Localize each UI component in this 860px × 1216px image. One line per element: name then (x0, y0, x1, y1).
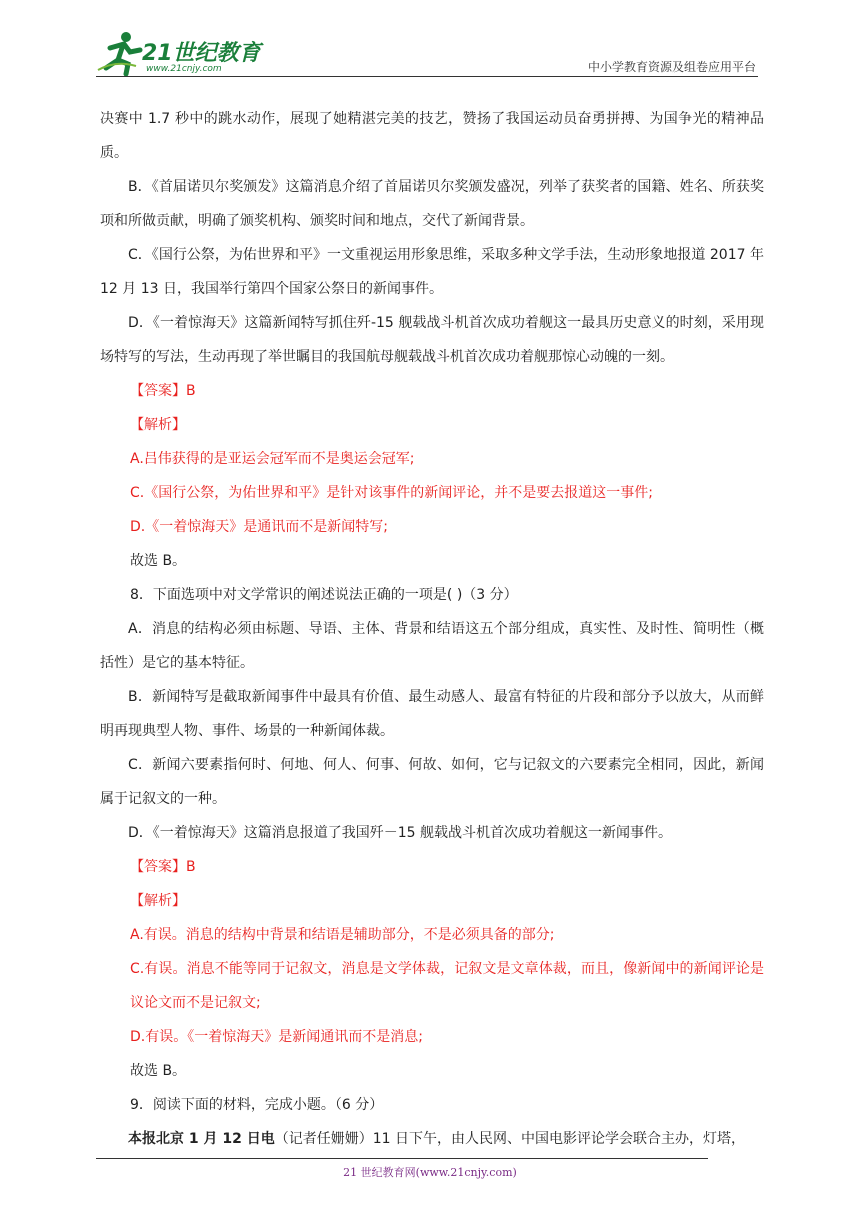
page-header (0, 0, 860, 82)
footer-divider (96, 1158, 708, 1159)
q8-option-a: A．消息的结构必须由标题、导语、主体、背景和结语这五个部分组成，真实性、及时性、简明性（概括性）是它的基本特征。 (100, 621, 764, 671)
analysis-d: D.《一着惊海天》是通讯而不是新闻特写; (130, 519, 388, 535)
q9-lead (100, 1122, 764, 1156)
answer-label: 【答案】 (130, 383, 186, 399)
answer-line (100, 374, 764, 408)
option-b: B．《首届诺贝尔奖颁发》这篇消息介绍了首届诺贝尔奖颁发盛况，列举了获奖者的国籍、姓名、所获奖项和所做贡献，明确了颁奖机构、颁奖时间和地点，交代了新闻背景。 (100, 179, 764, 229)
question-8: 8．下面选项中对文学常识的阐述说法正确的一项是( )（3 分） (130, 587, 518, 603)
q8-option-c: C．新闻六要素指何时、何地、何人、何事、何故、如何，它与记叙文的六要素完全相同，因此，新闻属于记叙文的一种。 (100, 757, 764, 807)
analysis-c: C.《国行公祭，为佑世界和平》是针对该事件的新闻评论，并不是要去报道这一事件; (130, 485, 653, 501)
analysis2-choose: 故选 B。 (130, 1063, 187, 1079)
document-body (100, 102, 764, 1156)
q9-dateline: 本报北京 1 月 12 日电 (128, 1131, 275, 1147)
logo (96, 30, 266, 78)
q8-option-b: B．新闻特写是截取新闻事件中最具有价值、最生动感人、最富有特征的片段和部分予以放大，从而鲜明再现典型人物、事件、场景的一种新闻体裁。 (100, 689, 764, 739)
analysis-label-2: 【解析】 (130, 893, 186, 909)
option-d: D．《一着惊海天》这篇新闻特写抓住歼-15 舰载战斗机首次成功着舰这一最具历史意义的时刻，采用现场特写的写法，生动再现了举世瞩目的我国航母舰载战斗机首次成功着舰那惊心动魄的一刻。 (100, 315, 764, 365)
footer-text: 21 世纪教育网(www.21cnjy.com) (343, 1166, 517, 1179)
logo-url: www.21cnjy.com (146, 64, 222, 74)
analysis2-c: C.有误。消息不能等同于记叙文，消息是文学体裁，记叙文是文章体裁，而且，像新闻中的新闻评论是议论文而不是记叙文; (130, 961, 764, 1011)
runner-logo-icon (96, 30, 144, 76)
analysis2-d: D.有误。《一着惊海天》是新闻通讯而不是消息; (130, 1029, 423, 1045)
header-divider (96, 76, 758, 77)
option-c: C．《国行公祭，为佑世界和平》一文重视运用形象思维，采取多种文学手法，生动形象地报道 2017 年 12 月 13 日，我国举行第四个国家公祭日的新闻事件。 (100, 247, 764, 297)
paragraph-continuation: 决赛中 1.7 秒中的跳水动作，展现了她精湛完美的技艺，赞扬了我国运动员奋勇拼搏、为国争光的精神品质。 (100, 111, 764, 161)
answer-value: B (186, 383, 196, 399)
platform-title: 中小学教育资源及组卷应用平台 (587, 60, 756, 74)
analysis-label: 【解析】 (130, 417, 186, 433)
answer-label-2: 【答案】 (130, 859, 186, 875)
question-9: 9．阅读下面的材料，完成小题。（6 分） (130, 1097, 384, 1113)
analysis-a: A.吕伟获得的是亚运会冠军而不是奥运会冠军; (130, 451, 415, 467)
logo-brand: 21世纪教育 (142, 41, 261, 66)
analysis2-a: A.有误。消息的结构中背景和结语是辅助部分，不是必须具备的部分; (130, 927, 555, 943)
q8-option-d: D．《一着惊海天》这篇消息报道了我国歼－15 舰载战斗机首次成功着舰这一新闻事件。 (128, 825, 673, 841)
answer-line-2 (100, 850, 764, 884)
answer-value-2: B (186, 859, 196, 875)
q9-lead-text: （记者任姗姗）11 日下午，由人民网、中国电影评论学会联合主办，灯塔， (274, 1131, 745, 1147)
analysis-choose: 故选 B。 (130, 553, 187, 569)
